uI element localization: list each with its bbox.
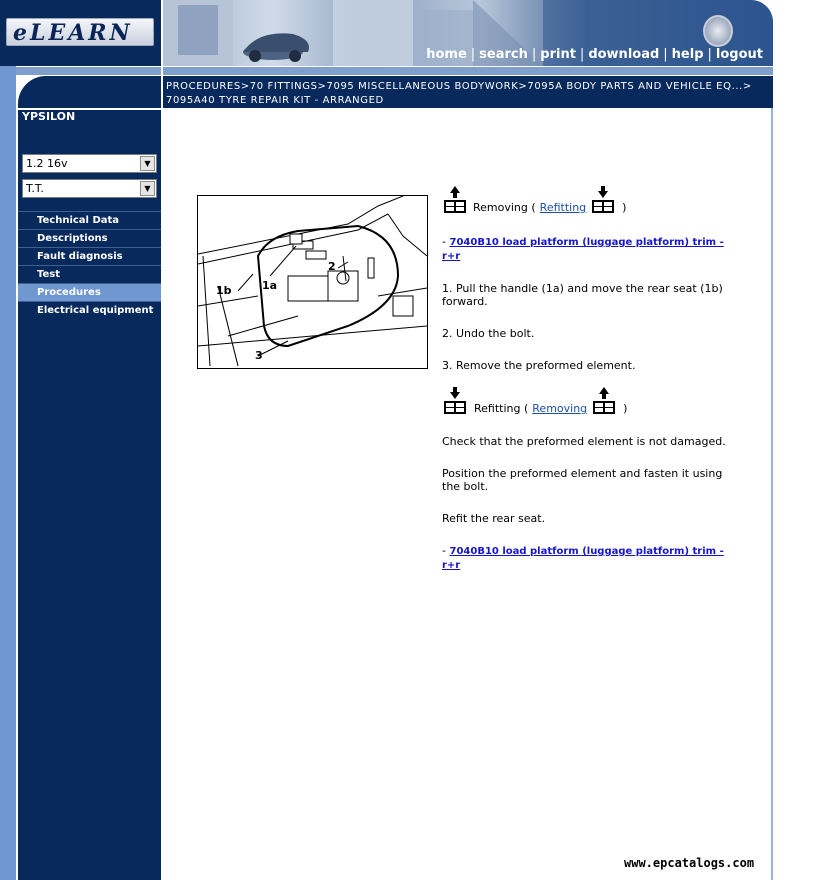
diagram-label-3: 3: [255, 349, 263, 362]
refit-step-3: Refit the rear seat.: [442, 512, 546, 525]
procedure-text: [442, 184, 742, 572]
load-platform-link-cont[interactable]: r+r: [442, 560, 461, 571]
sidebar: [18, 110, 161, 880]
left-strip-cap: [0, 66, 16, 76]
refit-step-1: Check that the preformed element is not damaged.: [442, 435, 726, 448]
content-right-border: [771, 108, 773, 880]
refitting-arrow-down-icon: [590, 186, 616, 214]
dash: -: [442, 235, 446, 248]
nav-separator: |: [579, 47, 585, 62]
nav-print[interactable]: print: [540, 47, 576, 62]
sidebar-item-fault-diagnosis[interactable]: Fault diagnosis: [18, 247, 161, 265]
procedure-diagram: [197, 195, 428, 369]
logo-area: [0, 0, 161, 66]
header-band: [0, 67, 773, 75]
close-paren: ): [622, 201, 627, 214]
refitting-link[interactable]: Refitting: [539, 201, 587, 214]
load-platform-link[interactable]: 7040B10 load platform (luggage platform) trim -: [449, 237, 724, 248]
brand-emblem-icon: [703, 15, 733, 47]
step-3: 3. Remove the preformed element.: [442, 359, 636, 372]
nav-download[interactable]: download: [588, 47, 660, 62]
sidebar-item-descriptions[interactable]: Descriptions: [18, 229, 161, 247]
refitting-arrow-down-icon: [442, 387, 468, 415]
breadcrumb-path[interactable]: PROCEDURES>70 FITTINGS>7095 MISCELLANEOUS BODYWORK>7095A BODY PARTS AND VEHICLE EQ...>: [166, 81, 752, 92]
breadcrumb: [163, 76, 773, 108]
version-select[interactable]: [22, 179, 157, 198]
nav-separator: |: [707, 47, 712, 62]
load-platform-link-cont[interactable]: r+r: [442, 251, 461, 262]
nav-search[interactable]: search: [479, 47, 528, 62]
left-strip: [0, 76, 16, 880]
load-platform-link[interactable]: 7040B10 load platform (luggage platform) trim -: [449, 546, 724, 557]
version-select-value: T.T.: [26, 182, 44, 195]
removing-link[interactable]: Removing: [532, 402, 588, 415]
diagram-label-1b: 1b: [216, 284, 232, 297]
refitting-row: [442, 385, 742, 415]
step-2: 2. Undo the bolt.: [442, 327, 535, 340]
nav-separator: |: [470, 47, 476, 62]
chevron-down-icon[interactable]: ▼: [140, 156, 155, 171]
band-divider: [161, 66, 163, 76]
removing-arrow-up-icon: [442, 186, 468, 214]
reference-link-row: [442, 235, 742, 263]
diagram-label-1a: 1a: [262, 279, 278, 292]
nav-separator: |: [663, 47, 668, 62]
sidebar-top-curve: [18, 76, 161, 108]
close-paren: ): [623, 402, 628, 415]
top-nav: [426, 47, 763, 62]
nav-separator: |: [531, 47, 537, 62]
refit-step-2: Position the preformed element and fasten it using the bolt.: [442, 467, 723, 493]
nav-logout[interactable]: logout: [715, 47, 763, 62]
refitting-label: Refitting (: [474, 402, 529, 415]
reference-link-row-bottom: [442, 544, 742, 572]
engine-select-value: 1.2 16v: [26, 157, 68, 170]
removing-arrow-up-icon: [591, 387, 617, 415]
engine-select[interactable]: [22, 154, 157, 173]
dash: -: [442, 544, 446, 557]
nav-help[interactable]: help: [671, 47, 704, 62]
nav-home[interactable]: home: [426, 47, 467, 62]
watermark: www.epcatalogs.com: [624, 856, 755, 870]
sidebar-item-technical-data[interactable]: Technical Data: [18, 211, 161, 229]
removing-row: [442, 184, 742, 214]
removing-label: Removing (: [473, 201, 536, 214]
chevron-down-icon[interactable]: ▼: [140, 181, 155, 196]
header-banner: [163, 0, 773, 66]
elearn-logo: eLEARN: [6, 18, 154, 46]
sidebar-item-procedures[interactable]: Procedures: [18, 283, 161, 301]
sidebar-menu: [18, 211, 161, 319]
step-1: 1. Pull the handle (1a) and move the rear seat (1b) forward.: [442, 282, 723, 308]
diagram-label-2: 2: [328, 260, 336, 273]
trunk-illustration: [198, 196, 427, 368]
model-title: YPSILON: [22, 110, 76, 123]
sidebar-item-test[interactable]: Test: [18, 265, 161, 283]
sidebar-item-electrical-equipment[interactable]: Electrical equipment: [18, 301, 161, 319]
breadcrumb-current: 7095A40 TYRE REPAIR KIT - ARRANGED: [166, 95, 384, 106]
